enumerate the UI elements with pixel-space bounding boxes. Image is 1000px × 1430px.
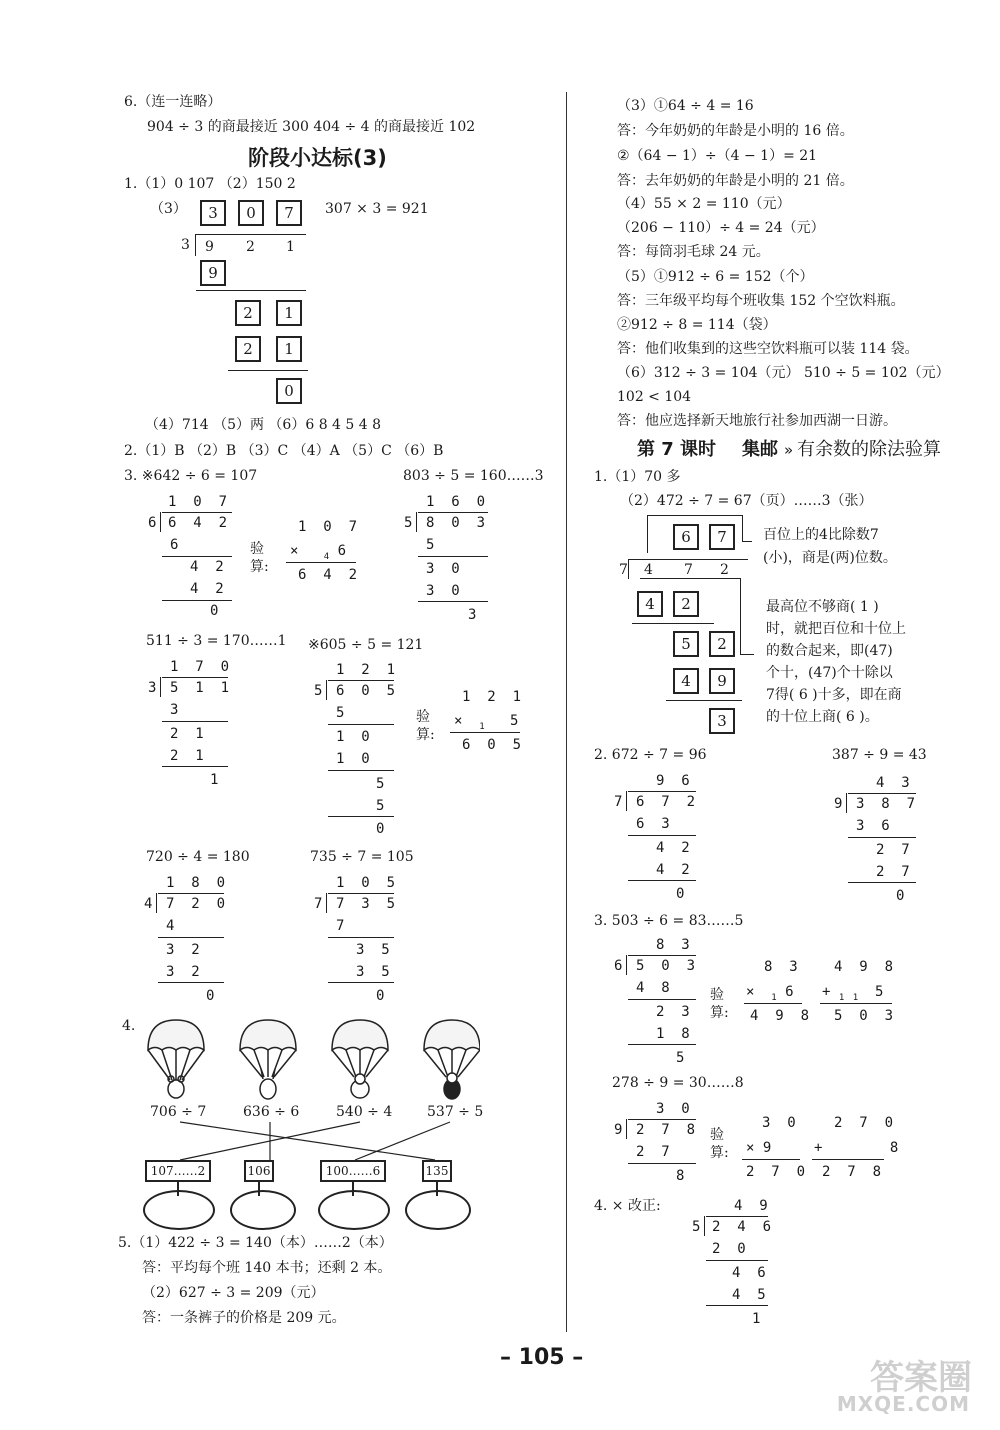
subtraction-line	[328, 724, 394, 725]
bracket-line	[647, 515, 742, 516]
answer-sign-label: 107……2	[145, 1160, 211, 1182]
q4-label: 4.	[122, 1018, 136, 1034]
long-division-row: 3 2	[166, 964, 200, 980]
long-division-row: 4 2	[190, 581, 224, 597]
long-division-row: 2 7	[876, 864, 910, 880]
answer-box: 7	[709, 524, 735, 550]
answer-box: 2	[673, 591, 699, 617]
check-line	[286, 562, 356, 563]
check-row: × $_1$ 5	[454, 713, 519, 732]
long-division-row: 4	[166, 918, 175, 934]
remainder: 1	[210, 772, 219, 788]
r4-2: （206 − 110）÷ 4 = 24（元）	[617, 220, 825, 236]
division-bracket	[626, 791, 627, 811]
division-bar	[328, 680, 394, 681]
long-division-row: 2 0	[712, 1241, 746, 1257]
quotient: 1 8 0	[166, 875, 226, 891]
subtraction-line	[162, 721, 228, 722]
section-title: 阶段小达标(3)	[248, 146, 387, 170]
long-division-row: 4 5	[732, 1287, 766, 1303]
answer-box: 4	[637, 591, 663, 617]
l2-a-equation: 2. 672 ÷ 7 = 96	[594, 747, 707, 763]
answer-box: 1	[276, 300, 302, 326]
subtraction-line	[628, 1044, 696, 1045]
check-row: 4 9 8	[834, 959, 894, 975]
answer-sign-label: 100……6	[320, 1160, 386, 1182]
q3-d-equation: ※605 ÷ 5 = 121	[308, 637, 424, 653]
subtraction-line	[328, 937, 394, 938]
division-bar	[162, 512, 232, 513]
long-division-row: 1 0	[336, 729, 370, 745]
division-bracket	[626, 1119, 627, 1139]
division-bar	[706, 1216, 768, 1217]
division-bracket	[326, 680, 327, 700]
dividend: 8 0 3	[426, 515, 486, 531]
long-division-row: 2 1	[170, 748, 204, 764]
answer-box: 0	[238, 200, 264, 226]
subtraction-line	[848, 882, 916, 883]
check-row: 6 4 2	[298, 567, 358, 583]
long-division-row: 4 6	[732, 1265, 766, 1281]
check-label: 验	[416, 709, 430, 725]
subtraction-line	[162, 556, 232, 557]
answer-box: 4	[673, 668, 699, 694]
divisor: 3	[181, 237, 190, 253]
r6-answer: 答：他应选择新天地旅行社参加西湖一日游。	[617, 413, 897, 429]
subtraction-line	[162, 766, 228, 767]
dividend-digit: 7	[684, 562, 693, 578]
long-division-row: 5	[314, 683, 323, 699]
check-line	[742, 1159, 800, 1160]
q4-expression: 706 ÷ 7	[150, 1104, 207, 1120]
long-division-row: 7	[614, 794, 623, 810]
long-division-row: 2 1	[170, 726, 204, 742]
sign-base	[405, 1190, 471, 1230]
remainder: 0	[376, 821, 385, 837]
long-division-row: 7	[336, 918, 345, 934]
remainder: 0	[206, 988, 215, 1004]
parachute-icon	[424, 1020, 480, 1099]
subtraction-line	[328, 982, 394, 983]
division-bracket	[160, 512, 161, 532]
r5-2-answer: 答：他们收集到的这些空饮料瓶可以装 114 袋。	[617, 341, 919, 357]
division-bar	[628, 955, 696, 956]
l1-part1: 1.（1）70 多	[594, 469, 681, 485]
quotient: 1 2 1	[336, 662, 396, 678]
parachute-icon	[332, 1020, 388, 1098]
long-division-row: 9	[614, 1122, 623, 1138]
division-bracket	[195, 234, 196, 256]
q2-answers: 2.（1）B （2）B （3）C （4）A （5）C （6）B	[124, 443, 444, 459]
quotient: 4 3	[876, 775, 910, 791]
check-label: 验	[710, 987, 724, 1003]
subtraction-line	[228, 370, 308, 371]
bracket-line	[647, 515, 648, 553]
q1-part3-equation: 307 × 3 = 921	[325, 201, 429, 217]
q1-part1: 1.（1）0 107 （2）150 2	[124, 176, 296, 192]
check-row: × $_1$ 6	[746, 984, 794, 1003]
lesson-title-topic: 集邮	[742, 439, 778, 460]
dividend: 3 8 7	[856, 796, 916, 812]
division-bracket	[156, 893, 157, 913]
subtraction-line	[628, 835, 696, 836]
remainder: 0	[896, 888, 905, 904]
division-bracket	[326, 893, 327, 913]
dividend: 7 3 5	[336, 896, 396, 912]
q3-e-equation: 720 ÷ 4 = 180	[146, 849, 250, 865]
dividend-digit: 1	[286, 239, 295, 255]
check-line	[820, 1003, 892, 1004]
answer-box: 2	[235, 300, 261, 326]
r3-1: （3）①64 ÷ 4 = 16	[617, 98, 754, 114]
lesson-title-subtitle: 有余数的除法验算	[797, 439, 941, 460]
long-division-row: 2 7	[876, 842, 910, 858]
long-division-row: 3 0	[426, 561, 460, 577]
subtraction-line	[418, 601, 488, 602]
dividend: 6 7 2	[636, 794, 696, 810]
r3-2-answer: 答：去年奶奶的年龄是小明的 21 倍。	[617, 173, 854, 189]
answer-sign-label: 135	[422, 1160, 452, 1182]
answer-box: 0	[276, 378, 302, 404]
answer-sign-label: 106	[244, 1160, 274, 1182]
q4-connection-lines	[140, 1120, 480, 1165]
check-row: + 8	[814, 1140, 899, 1156]
q5-part2-answer: 答：一条裤子的价格是 209 元。	[142, 1310, 346, 1326]
answer-box: 6	[673, 524, 699, 550]
q1-part4-6: （4）714 （5）两 （6）6 8 4 5 4 8	[145, 417, 382, 433]
q4-expression: 537 ÷ 5	[427, 1104, 484, 1120]
remainder: 0	[210, 603, 219, 619]
q5-part1-answer: 答：平均每个班 140 本书；还剩 2 本。	[142, 1260, 392, 1276]
answer-box: 9	[709, 668, 735, 694]
long-division-row: 4 8	[636, 980, 670, 996]
q6-head: 6.（连一连略）	[124, 94, 222, 110]
division-bracket	[160, 677, 161, 697]
check-row: + $_1$ $_1$ 5	[822, 984, 884, 1003]
q3-f-equation: 735 ÷ 7 = 105	[310, 849, 414, 865]
note-1: (小)，商是(两)位数。	[763, 550, 897, 566]
check-row: 4 9 8	[750, 1008, 810, 1024]
check-line	[812, 1159, 884, 1160]
division-bar	[628, 1119, 696, 1120]
remainder: 0	[376, 988, 385, 1004]
dividend: 2 7 8	[636, 1122, 696, 1138]
division-bar	[328, 893, 394, 894]
subtraction-line	[328, 770, 394, 771]
check-row: 8 3	[764, 959, 798, 975]
long-division-row: 5	[692, 1219, 701, 1235]
parachute-illustration	[140, 1015, 480, 1105]
dividend: 2 4 6	[712, 1219, 772, 1235]
column-divider	[566, 92, 567, 1332]
answer-box: 2	[709, 631, 735, 657]
sign-base	[318, 1190, 390, 1230]
long-division-row: 6	[148, 515, 157, 531]
answer-box: 9	[200, 260, 226, 286]
remainder: 5	[676, 1050, 685, 1066]
long-division-row: 6	[170, 537, 179, 553]
parachute-icon	[148, 1020, 204, 1098]
answer-box: 7	[276, 200, 302, 226]
bracket-line	[740, 578, 741, 654]
dividend-digit: 4	[644, 562, 653, 578]
division-bracket	[626, 955, 627, 975]
note-2: 的十位上商( 6 )。	[766, 709, 879, 725]
subtraction-line	[158, 982, 224, 983]
dividend-digit: 2	[720, 562, 729, 578]
r6-1: （6）312 ÷ 3 = 104（元） 510 ÷ 5 = 102（元）	[617, 365, 950, 381]
subtraction-line	[848, 837, 916, 838]
subtraction-line	[158, 937, 224, 938]
long-division-row: 3 2	[166, 942, 200, 958]
check-line	[450, 732, 520, 733]
division-bracket	[704, 1216, 705, 1236]
l3-b-equation: 278 ÷ 9 = 30……8	[612, 1075, 744, 1091]
remainder: 8	[676, 1168, 685, 1184]
long-division-row: 3	[170, 702, 179, 718]
check-label: 算:	[416, 727, 435, 743]
division-bar	[196, 234, 306, 235]
quotient: 1 7 0	[170, 659, 230, 675]
subtraction-line	[418, 556, 488, 557]
note-2: 的数合起来，即(47)	[766, 643, 893, 659]
q3-a-equation: 3. ※642 ÷ 6 = 107	[124, 468, 258, 484]
quotient: 8 3	[656, 937, 690, 953]
long-division-row: 5	[376, 776, 385, 792]
quotient: 1 0 7	[168, 494, 228, 510]
long-division-row: 3 5	[356, 964, 390, 980]
remainder: 3	[468, 607, 477, 623]
check-row: 5 0 3	[834, 1008, 894, 1024]
arrow-line	[742, 541, 752, 542]
subtraction-line	[628, 999, 696, 1000]
long-division-row: 9	[834, 796, 843, 812]
long-division-row: 3 0	[426, 583, 460, 599]
watermark-url: MXQE.COM	[836, 1392, 970, 1416]
long-division-row: 3	[148, 680, 157, 696]
check-label: 验	[710, 1127, 724, 1143]
subtraction-line	[632, 623, 714, 624]
quotient: 3 0	[656, 1101, 690, 1117]
sign-base	[230, 1190, 296, 1230]
r5-1-answer: 答：三年级平均每个班收集 152 个空饮料瓶。	[617, 293, 905, 309]
check-row: 6 0 5	[462, 737, 522, 753]
l2-b-equation: 387 ÷ 9 = 43	[832, 747, 927, 763]
long-division-row: 5	[404, 515, 413, 531]
divisor: 7	[619, 562, 628, 578]
bracket-line	[640, 578, 740, 579]
quotient: 1 6 0	[426, 494, 486, 510]
subtraction-line	[162, 600, 232, 601]
check-row: 2 7 0	[834, 1115, 894, 1131]
long-division-row: 5	[336, 705, 345, 721]
quotient: 4 9	[734, 1198, 768, 1214]
check-row: × $_4$ 6	[290, 543, 346, 562]
subtraction-line	[706, 1260, 768, 1261]
l1-part2: （2）472 ÷ 7 = 67（页）……3（张）	[620, 493, 873, 509]
long-division-row: 3 5	[356, 942, 390, 958]
lesson-title-number: 第 7 课时	[637, 439, 717, 460]
q3-c-equation: 511 ÷ 3 = 170……1	[146, 633, 287, 649]
long-division-row: 1 8	[656, 1026, 690, 1042]
division-bar	[158, 893, 224, 894]
remainder: 0	[676, 886, 685, 902]
long-division-row: 6	[614, 958, 623, 974]
division-bar	[418, 512, 488, 513]
long-division-row: 7	[314, 896, 323, 912]
check-label: 算:	[710, 1145, 729, 1161]
dividend: 6 4 2	[168, 515, 228, 531]
parachute-icon	[240, 1020, 296, 1099]
answer-box: 3	[709, 708, 735, 734]
check-label: 算:	[710, 1005, 729, 1021]
note-1: 百位上的4比除数7	[763, 527, 879, 543]
check-line	[744, 1003, 802, 1004]
division-bar	[628, 559, 748, 560]
quotient: 1 0 5	[336, 875, 396, 891]
division-bracket	[846, 793, 847, 813]
watermark-logo: 答案圈	[870, 1358, 972, 1398]
q6-line: 904 ÷ 3 的商最接近 300 404 ÷ 4 的商最接近 102	[147, 119, 476, 135]
check-row: × 9	[746, 1140, 772, 1156]
q3-b-equation: 803 ÷ 5 = 160……3	[403, 468, 544, 484]
subtraction-line	[196, 290, 306, 291]
long-division-row: 3 6	[856, 818, 890, 834]
r3-2: ②（64 − 1）÷（4 − 1）= 21	[617, 148, 818, 164]
q4-expression: 636 ÷ 6	[243, 1104, 300, 1120]
subtraction-line	[706, 1305, 768, 1306]
l3-a-equation: 3. 503 ÷ 6 = 83……5	[594, 913, 744, 929]
answer-box: 1	[276, 336, 302, 362]
r3-1-answer: 答：今年奶奶的年龄是小明的 16 倍。	[617, 123, 854, 139]
remainder: 1	[752, 1311, 761, 1327]
check-label: 算:	[250, 559, 269, 575]
long-division-row: 6 3	[636, 816, 670, 832]
check-row: 2 7 8	[822, 1164, 882, 1180]
subtraction-line	[628, 1163, 696, 1164]
answer-box: 3	[200, 200, 226, 226]
subtraction-line	[328, 816, 394, 817]
division-bar	[848, 793, 916, 794]
l4-label: 4. × 改正:	[594, 1198, 661, 1214]
subtraction-line	[628, 880, 696, 881]
long-division-row: 5	[376, 798, 385, 814]
r4-1: （4）55 × 2 = 110（元）	[617, 196, 791, 212]
long-division-row: 5	[426, 537, 435, 553]
check-row: 3 0	[762, 1115, 796, 1131]
division-bar	[628, 791, 696, 792]
division-bracket	[628, 559, 629, 579]
q5-part2: （2）627 ÷ 3 = 209（元）	[142, 1285, 325, 1301]
r5-1: （5）①912 ÷ 6 = 152（个）	[617, 269, 814, 285]
division-bracket	[416, 512, 417, 532]
chevron-right-icon: »	[784, 441, 794, 459]
check-row: 2 7 0	[746, 1164, 806, 1180]
check-row: 1 0 7	[298, 519, 358, 535]
check-row: 1 2 1	[462, 689, 522, 705]
note-2: 个十，(47)个十除以	[766, 665, 893, 681]
arrow-line	[740, 654, 754, 655]
long-division-row: 4 2	[190, 559, 224, 575]
q5-part1: 5.（1）422 ÷ 3 = 140（本）……2（本）	[118, 1235, 393, 1251]
note-2: 最高位不够商( 1 )	[766, 599, 879, 615]
dividend: 7 2 0	[166, 896, 226, 912]
note-2: 时，就把百位和十位上	[766, 621, 906, 637]
check-label: 验	[250, 541, 264, 557]
dividend-digit: 2	[246, 239, 255, 255]
r4-answer: 答：每筒羽毛球 24 元。	[617, 244, 770, 260]
q1-part3-label: （3）	[150, 201, 187, 217]
long-division-row: 4	[144, 896, 153, 912]
dividend: 5 0 3	[636, 958, 696, 974]
dividend: 5 1 1	[170, 680, 230, 696]
long-division-row: 2 7	[636, 1144, 670, 1160]
dividend: 6 0 5	[336, 683, 396, 699]
answer-box: 2	[235, 336, 261, 362]
quotient: 9 6	[656, 773, 690, 789]
q4-expression: 540 ÷ 4	[336, 1104, 393, 1120]
subtraction-line	[666, 700, 742, 701]
answer-box: 5	[673, 631, 699, 657]
dividend-digit: 9	[205, 239, 214, 255]
long-division-row: 1 0	[336, 751, 370, 767]
note-2: 7得( 6 )十多，即在商	[766, 687, 902, 703]
division-bar	[162, 677, 228, 678]
r6-2: 102 < 104	[617, 389, 692, 405]
bracket-line	[742, 515, 743, 541]
r5-2: ②912 ÷ 8 = 114（袋）	[617, 317, 777, 333]
sign-base	[143, 1190, 215, 1230]
long-division-row: 4 2	[656, 840, 690, 856]
long-division-row: 2 3	[656, 1004, 690, 1020]
long-division-row: 4 2	[656, 862, 690, 878]
page-number: – 105 –	[500, 1345, 584, 1370]
